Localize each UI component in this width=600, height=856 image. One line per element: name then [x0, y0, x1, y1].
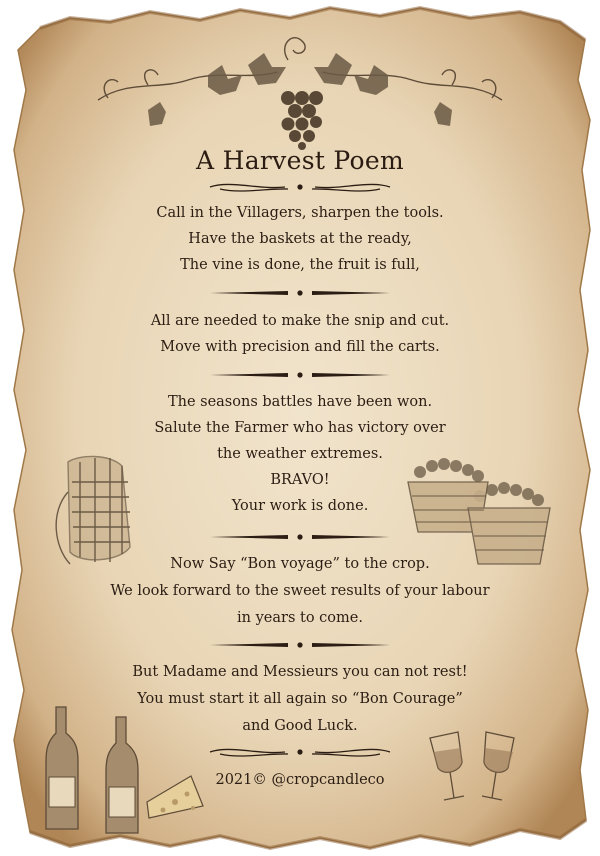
poem-line: in years to come. [237, 610, 363, 626]
cheese-icon [145, 772, 205, 822]
wine-glasses-icon [420, 728, 530, 808]
poem-line: Call in the Villagers, sharpen the tools. [156, 205, 444, 221]
divider-ornament [200, 286, 400, 300]
divider-ornament [200, 745, 400, 759]
poem-line: the weather extremes. [217, 446, 383, 462]
poem-line: and Good Luck. [242, 718, 358, 734]
poem-line: BRAVO! [270, 472, 330, 488]
grape-baskets-icon [400, 452, 560, 572]
divider-ornament [200, 180, 400, 194]
poem-line: The seasons battles have been won. [167, 394, 433, 410]
poem-line: We look forward to the sweet results of your labour [110, 583, 490, 599]
divider-ornament [200, 368, 400, 382]
poem-line: All are needed to make the snip and cut. [150, 313, 450, 329]
poem-line: Your work is done. [231, 498, 369, 514]
poem-line: Salute the Farmer who has victory over [154, 420, 446, 436]
divider-ornament [200, 638, 400, 652]
poem-line: Have the baskets at the ready, [188, 231, 412, 247]
poem-line: The vine is done, the fruit is full, [180, 257, 420, 273]
poem-line: You must start it all again so “Bon Courage” [137, 691, 463, 707]
poem-line: But Madame and Messieurs you can not rest! [132, 664, 468, 680]
footer-credit: 2021© @cropcandleco [215, 772, 385, 788]
poem-line: Now Say “Bon voyage” to the crop. [170, 556, 430, 572]
wicker-bottle-icon [50, 452, 140, 572]
wine-bottles-icon [44, 705, 144, 835]
divider-ornament [200, 530, 400, 544]
poem-line: Move with precision and fill the carts. [160, 339, 440, 355]
poem-title: A Harvest Poem [196, 146, 404, 175]
